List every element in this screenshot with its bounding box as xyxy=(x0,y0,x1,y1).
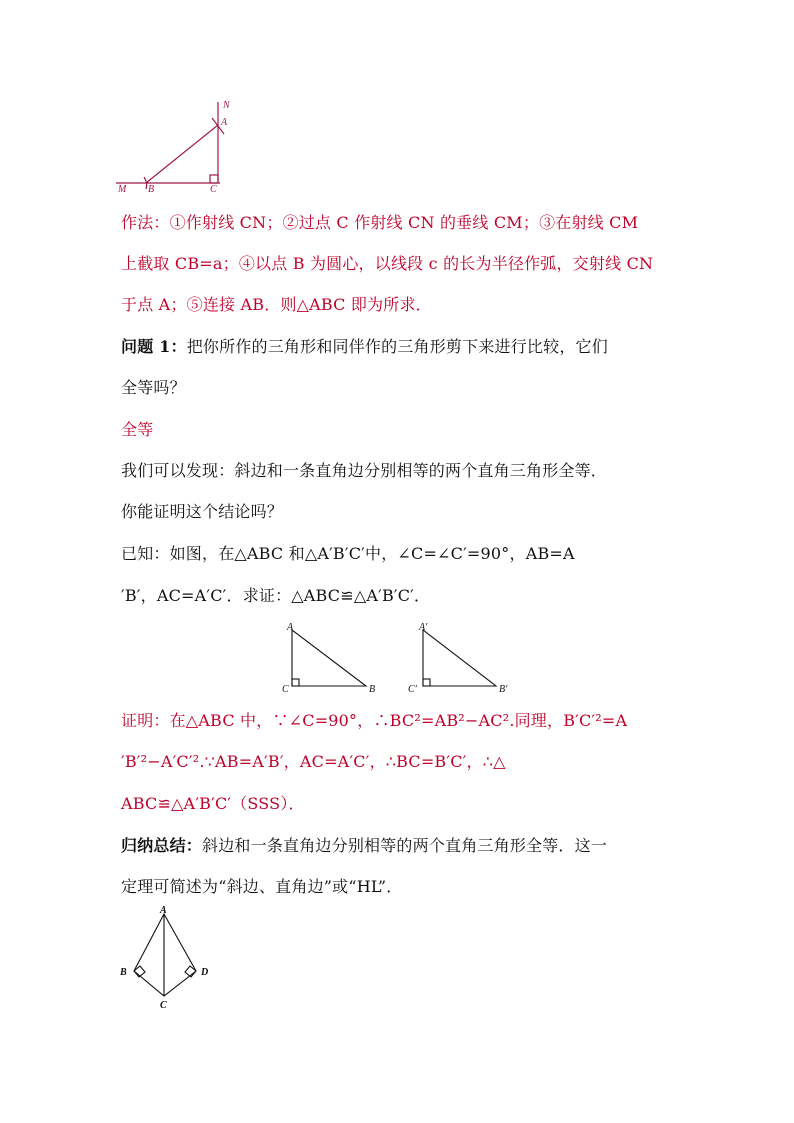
answer-1: 全等 xyxy=(121,420,154,439)
method-line-1: 作法：①作射线 CN；②过点 C 作射线 CN 的垂线 CM；③在射线 CM xyxy=(121,213,639,232)
summary xyxy=(121,835,607,857)
tri1-label-c: C xyxy=(282,684,289,695)
label-n: N xyxy=(223,100,230,111)
method-line-3: 于点 A；⑤连接 AB．则△ABC 即为所求． xyxy=(121,295,432,314)
tri2-label-c: C′ xyxy=(408,684,417,695)
discovery-line-2: 你能证明这个结论吗？ xyxy=(121,502,284,521)
kite-label-a: A xyxy=(160,905,167,916)
label-b: B xyxy=(148,184,155,195)
given-line-1: 已知：如图，在△ABC 和△A′B′C′中，∠C=∠C′=90°，AB=A xyxy=(121,544,575,563)
question-1 xyxy=(121,336,608,358)
summary-label: 归纳总结： xyxy=(121,836,203,855)
summary-text: 斜边和一条直角边分别相等的两个直角三角形全等．这一 xyxy=(202,836,608,855)
proof-line-2: ′B′²−A′C′².∵AB=A′B′，AC=A′C′，∴BC=B′C′，∴△ xyxy=(121,752,506,771)
label-c: C xyxy=(210,184,217,195)
summary-line-2: 定理可简述为“斜边、直角边”或“HL”． xyxy=(121,877,403,896)
discovery-line-1: 我们可以发现：斜边和一条直角边分别相等的两个直角三角形全等． xyxy=(121,461,608,480)
construction-figure xyxy=(112,96,242,196)
label-m: M xyxy=(118,184,127,195)
given-line-2: ′B′，AC=A′C′．求证：△ABC≌△A′B′C′． xyxy=(121,586,431,605)
proof-line-3: ABC≌△A′B′C′（SSS）． xyxy=(121,794,305,813)
kite-figure xyxy=(112,902,222,1012)
question-1-label: 问题 1： xyxy=(121,337,187,356)
question-1-line-2: 全等吗？ xyxy=(121,378,186,397)
triangles-figure xyxy=(280,618,520,700)
tri1-label-b: B xyxy=(369,684,376,695)
kite-label-d: D xyxy=(201,967,209,978)
tri2-label-b: B′ xyxy=(499,684,508,695)
label-a: A xyxy=(221,117,228,128)
tri2-label-a: A′ xyxy=(419,622,428,633)
tri1-label-a: A xyxy=(287,622,294,633)
method-line-2: 上截取 CB=a；④以点 B 为圆心，以线段 c 的长为半径作弧，交射线 CN xyxy=(121,254,654,273)
kite-label-b: B xyxy=(120,967,127,978)
question-1-text: 把你所作的三角形和同伴作的三角形剪下来进行比较，它们 xyxy=(186,337,608,356)
kite-label-c: C xyxy=(160,1000,167,1011)
proof-line-1: 证明：在△ABC 中，∵∠C=90°，∴BC²=AB²−AC².同理，B′C′²=A xyxy=(121,711,628,730)
